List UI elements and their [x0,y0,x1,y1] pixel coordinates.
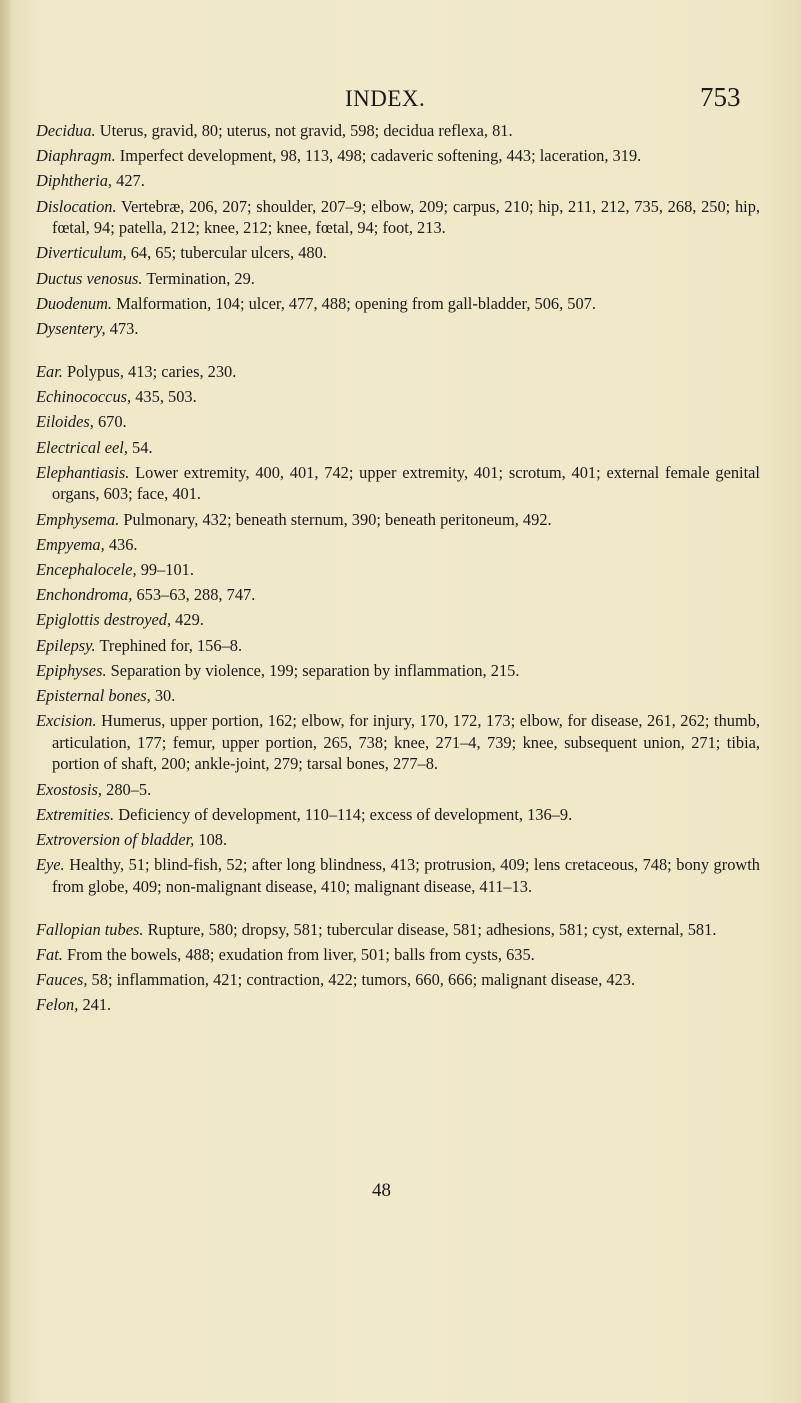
entry-text: Polypus, 413; caries, 230. [66,362,237,382]
entry-term: Extroversion of bladder, [36,829,195,849]
index-entry [36,969,760,991]
entry-text: Separation by violence, 199; separation by inflammation, 215. [110,660,520,680]
entry-text: Pulmonary, 432; beneath sternum, 390; beneath peritoneum, 492. [123,509,552,529]
entry-text: 99–101. [140,560,194,579]
index-entry [36,635,760,657]
index-entry [36,854,760,897]
index-group-d [36,120,760,340]
entry-term: Elephantiasis. [36,462,130,482]
entry-text: 670. [97,412,127,432]
entry-term: Diphtheria, [36,171,113,191]
index-entry [36,534,760,556]
entry-term: Ear. [36,362,63,382]
page-number: 753 [700,82,741,112]
entry-term: Eiloides, [36,412,94,432]
entry-term: Exostosis, [36,779,103,799]
signature-mark: 48 [372,1180,391,1201]
index-entry [36,268,760,290]
index-entry [36,559,760,581]
entry-term: Empyema, [36,534,105,554]
entry-text: 473. [109,318,139,338]
entry-text: 58; inflammation, 421; contraction, 422; tumors, 660, 666; malignant disease, 423. [91,970,636,990]
index-entry [36,386,760,408]
index-group-e [36,361,760,897]
entry-text: Rupture, 580; dropsy, 581; tubercular disease, 581; adhesions, 581; cyst, external, 581. [147,919,717,939]
index-group-f [36,919,760,1016]
entry-text: Imperfect development, 98, 113, 498; cadaveric softening, 443; laceration, 319. [119,146,642,166]
index-entry [36,779,760,801]
index-entry [36,710,760,775]
entry-text: 280–5. [106,779,152,799]
entry-term: Diverticulum, [36,243,127,263]
entry-term: Emphysema. [36,509,120,529]
index-entry [36,437,760,459]
index-entry [36,462,760,505]
entry-text: Termination, 29. [146,268,255,288]
index-entry [36,804,760,826]
entry-term: Encephalocele, [36,560,137,579]
entry-term: Excision. [36,711,97,731]
entry-term: Fauces, [36,970,88,990]
entry-text: 653–63, 288, 747. [136,585,256,605]
index-content [36,120,760,1020]
entry-term: Decidua. [36,121,96,140]
index-entry [36,120,760,142]
index-entry [36,919,760,941]
entry-text: Deficiency of development, 110–114; excess of development, 136–9. [118,804,573,824]
index-entry [36,242,760,264]
entry-text: 54. [132,437,153,457]
entry-text: Uterus, gravid, 80; uterus, not gravid, 598; decidua reflexa, 81. [99,121,513,140]
entry-term: Epiphyses. [36,660,107,680]
index-entry [36,361,760,383]
index-entry [36,609,760,631]
entry-text: 436. [108,534,138,554]
entry-text: Vertebræ, 206, 207; shoulder, 207–9; elbow, 209; carpus, 210; hip, 211, 212, 735, 268, 250; hip, fœtal, 94; patella, 212; knee, 212; knee, fœtal, 94; foot, 213. [52,196,760,238]
entry-text: 108. [198,829,228,849]
index-entry [36,318,760,340]
index-entry [36,509,760,531]
entry-term: Electrical eel, [36,437,128,457]
index-entry [36,660,760,682]
entry-term: Enchondroma, [36,585,133,605]
entry-text: 64, 65; tubercular ulcers, 480. [130,243,327,263]
entry-term: Dysentery, [36,318,106,338]
entry-term: Fallopian tubes. [36,919,144,939]
entry-text: Lower extremity, 400, 401, 742; upper extremity, 401; scrotum, 401; external female genital organs, 603; face, 401. [52,462,760,504]
entry-text: 429. [175,610,204,630]
index-entry [36,584,760,606]
entry-term: Dislocation. [36,196,117,216]
index-entry [36,145,760,167]
entry-term: Epiglottis destroyed, [36,610,172,630]
page-binding-edge [0,0,10,1403]
entry-term: Ductus venosus. [36,268,143,288]
entry-term: Epilepsy. [36,635,96,655]
entry-text: Trephined for, 156–8. [99,635,243,655]
index-entry [36,994,760,1016]
entry-term: Echinococcus, [36,387,132,407]
entry-text: Healthy, 51; blind-fish, 52; after long blindness, 413; protrusion, 409; lens cretaceous, 748; bony growth from globe, 409; non-malignant disease, 410; malignant disease, 411–13. [52,855,760,896]
index-entry [36,829,760,851]
index-entry [36,196,760,239]
entry-term: Eye. [36,855,65,875]
entry-term: Diaphragm. [36,146,116,166]
entry-term: Extremities. [36,804,115,824]
entry-term: Duodenum. [36,293,113,313]
index-entry [36,170,760,192]
entry-text: From the bowels, 488; exudation from liver, 501; balls from cysts, 635. [66,945,535,965]
entry-text: Malformation, 104; ulcer, 477, 488; opening from gall-bladder, 506, 507. [116,293,596,313]
entry-term: Fat. [36,945,63,965]
index-entry [36,944,760,966]
index-entry [36,411,760,433]
index-entry [36,293,760,315]
entry-text: 241. [82,995,112,1015]
index-entry [36,685,760,707]
entry-text: 435, 503. [135,387,197,407]
entry-text: Humerus, upper portion, 162; elbow, for injury, 170, 172, 173; elbow, for disease, 261, 262; thumb, articulation, 177; femur, upper portion, 265, 738; knee, 271–4, 739; knee, subsequent union, 271; tibia, portion of shaft, 200; ankle-joint, 279; tarsal bones, 277–8. [52,711,760,774]
running-header-title: INDEX. [345,86,426,111]
entry-term: Felon, [36,995,79,1015]
entry-text: 427. [116,171,145,191]
entry-term: Episternal bones, [36,685,151,705]
entry-text: 30. [154,685,176,705]
